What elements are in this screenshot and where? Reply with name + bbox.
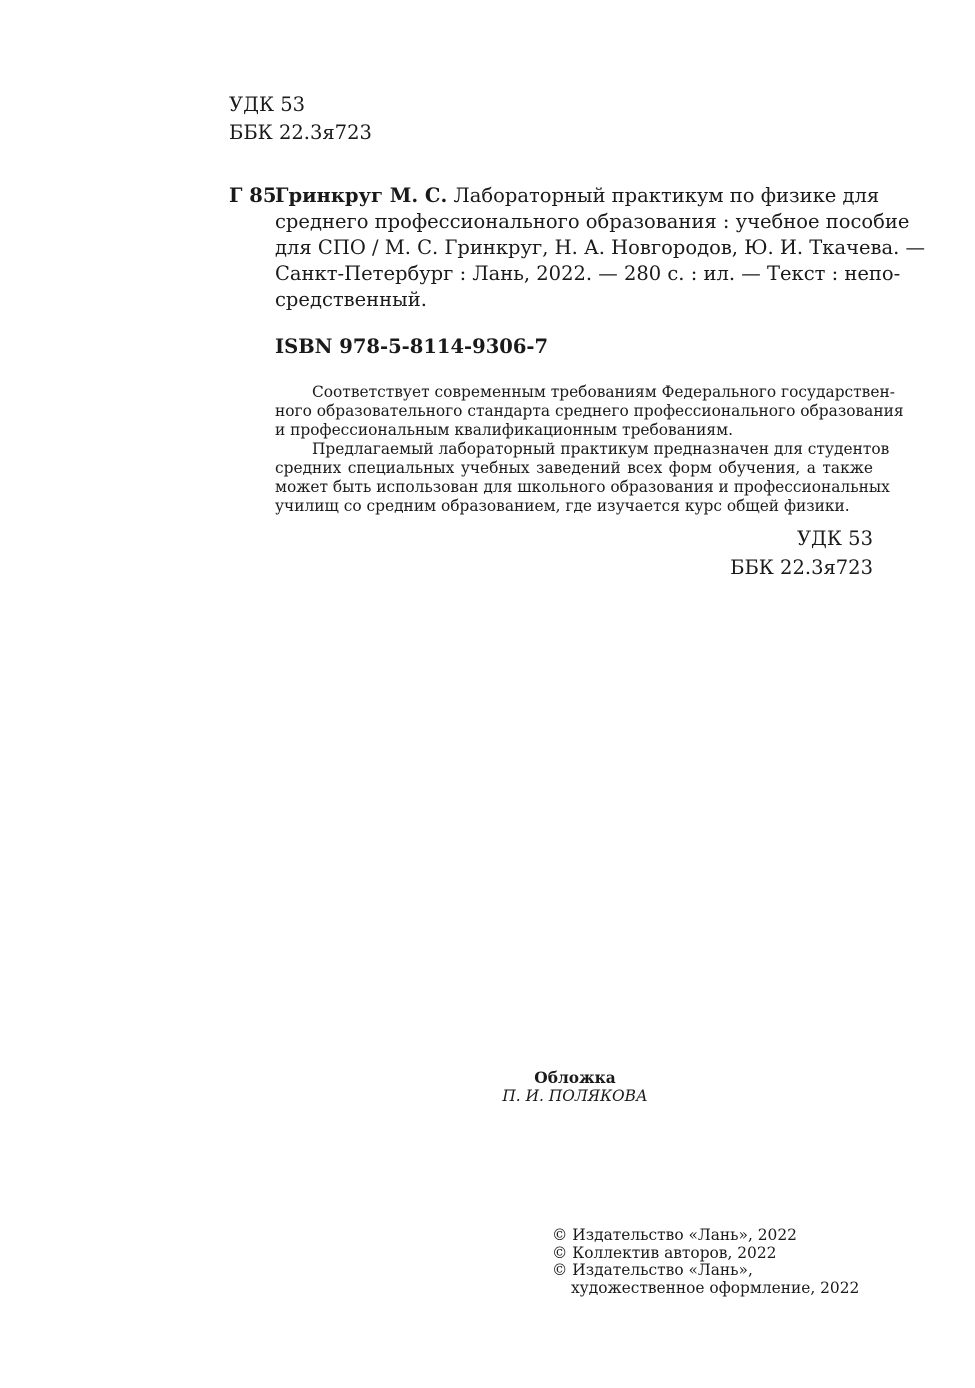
- cover-credit: [450, 1069, 700, 1105]
- annotation: [275, 383, 904, 516]
- annotation-line: училищ со средним образованием, где изучается курс общей физики.: [275, 497, 850, 515]
- annotation-line: Предлагаемый лабораторный практикум предназначен для студентов: [312, 440, 890, 458]
- copyright-block: [552, 1227, 859, 1297]
- annotation-line: средних специальных учебных заведений всех форм обучения, а также: [275, 459, 873, 477]
- isbn: ISBN 978-5-8114-9306-7: [275, 335, 549, 358]
- bbk-code-top: ББК 22.3я723: [229, 121, 372, 144]
- author-sign-code: Г 85: [229, 184, 277, 207]
- copyright-line: © Издательство «Лань», 2022: [552, 1226, 797, 1244]
- copyright-line: © Коллектив авторов, 2022: [552, 1243, 777, 1262]
- bibliographic-record: [275, 183, 926, 313]
- annotation-line: и профессиональным квалификационным требованиям.: [275, 421, 733, 439]
- copyright-line: художественное оформление, 2022: [571, 1278, 860, 1297]
- bib-line-2: среднего профессионального образования : учебное пособие: [275, 210, 910, 233]
- bib-line-3: для СПО / М. С. Гринкруг, Н. А. Новгородов, Ю. И. Ткачева. —: [275, 236, 926, 259]
- udk-code-bottom: УДК 53: [796, 527, 873, 550]
- bib-line-4: Санкт-Петербург : Лань, 2022. — 280 с. : ил. — Текст : непо-: [275, 262, 901, 285]
- annotation-line: может быть использован для школьного образования и профессиональных: [275, 478, 890, 496]
- author-name: Гринкруг М. С.: [275, 184, 448, 207]
- annotation-line: ного образовательного стандарта среднего профессионального образования: [275, 402, 904, 420]
- bbk-code-bottom: ББК 22.3я723: [730, 556, 873, 579]
- cover-designer-name: П. И. ПОЛЯКОВА: [502, 1087, 648, 1105]
- cover-label: Обложка: [534, 1069, 616, 1087]
- bib-line-1: [275, 183, 880, 209]
- bib-line-5: средственный.: [275, 288, 427, 311]
- copyright-line: © Издательство «Лань»,: [552, 1261, 753, 1279]
- bib-title-start: Лабораторный практикум по физике для: [453, 184, 880, 207]
- annotation-line: Соответствует современным требованиям Федерального государствен-: [312, 383, 895, 401]
- udk-code-top: УДК 53: [229, 93, 306, 116]
